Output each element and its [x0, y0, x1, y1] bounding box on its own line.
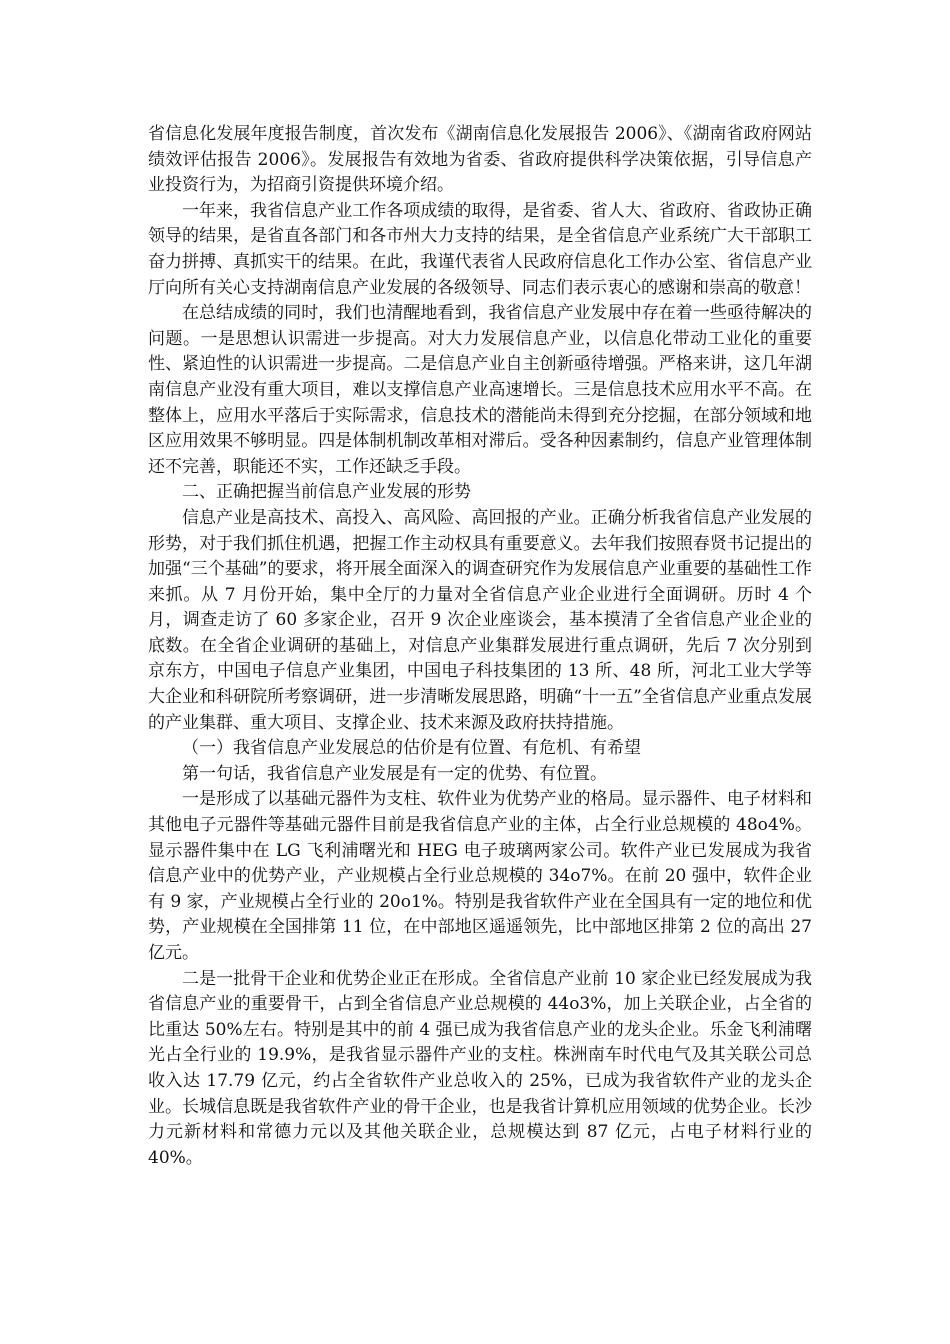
paragraph-acknowledgement: 一年来，我省信息产业工作各项成绩的取得，是省委、省人大、省政府、省政协正确领导的结果，是省直各部门和各市州大力支持的结果，是全省信息产业系统广大干部职工奋力拼搏、真抓实干的结果。在此，我谨代表省人民政府信息化工作办公室、省信息产业厅向所有关心支持湖南信息产业发展的各级领导、同志们表示衷心的感谢和崇高的敬意！: [148, 200, 812, 298]
section-heading-situation: 二、正确把握当前信息产业发展的形势: [182, 482, 471, 503]
paragraph-problems: 在总结成绩的同时，我们也清醒地看到，我省信息产业发展中存在着一些亟待解决的问题。一是思想认识需进一步提高。对大力发展信息产业，以信息化带动工业化的重要性、紧迫性的认识需进一步提高。二是信息产业自主创新亟待增强。严格来讲，这几年湖南信息产业没有重大项目，难以支撑信息产业高速增长。三是信息技术应用水平不高。在整体上，应用水平落后于实际需求，信息技术的潜能尚未得到充分挖掘，在部分领域和地区应用效果不够明显。四是体制机制改革相对滞后。受各种因素制约，信息产业管理体制还不完善，职能还不实，工作还缺乏手段。: [148, 303, 812, 477]
paragraph-situation-analysis: 信息产业是高技术、高投入、高风险、高回报的产业。正确分析我省信息产业发展的形势，对于我们抓住机遇，把握工作主动权具有重要意义。去年我们按照春贤书记提出的加强“三个基础”的要求，将开展全面深入的调查研究作为发展信息产业重要的基础性工作来抓。从 7 月份开始，集中全厅的力量对全省信息产业企业进行全面调研。历时 4 个月，调查走访了 60 多家企业，召开 9 次企业座谈会，基本摸清了全省信息产业企业的底数。在全省企业调研的基础上，对信息产业集群发展进行重点调研，先后 7 次分别到京东方，中国电子信息产业集团，中国电子科技集团的 13 所、48 所，河北工业大学等大企业和科研院所考察调研，进一步清晰发展思路，明确“十一五”全省信息产业重点发展的产业集群、重大项目、支撑企业、技术来源及政府扶持措施。: [148, 507, 812, 733]
paragraph-structure: 一是形成了以基础元器件为支柱、软件业为优势产业的格局。显示器件、电子材料和其他电子元器件等基础元器件目前是我省信息产业的主体，占全行业总规模的 48o4%。显示器件集中在 LG 飞利浦曙光和 HEG 电子玻璃两家公司。软件产业已发展成为我省信息产业中的优势产业，产业规模占全行业总规模的 34o7%。在前 20 强中，软件企业有 9 家，产业规模占全行业的 20o1%。特别是我省软件产业在全国具有一定的地位和优势，产业规模在全国排第 11 位，在中部地区遥遥领先，比中部地区排第 2 位的高出 27 亿元。: [148, 789, 812, 963]
paragraph-key-enterprises: 二是一批骨干企业和优势企业正在形成。全省信息产业前 10 家企业已经发展成为我省信息产业的重要骨干，占到全省信息产业总规模的 44o3%，加上关联企业，占全省的比重达 50%左右。特别是其中的前 4 强已成为我省信息产业的龙头企业。乐金飞利浦曙光占全行业的 19.9%，是我省显示器件产业的支柱。株洲南车时代电气及其关联公司总收入达 17.79 亿元，约占全省软件产业总收入的 25%，已成为我省软件产业的龙头企业。长城信息既是我省软件产业的骨干企业，也是我省计算机应用领域的优势企业。长沙力元新材料和常德力元以及其他关联企业，总规模达到 87 亿元，占电子材料行业的 40%。: [148, 968, 812, 1168]
paragraph-report-system: 省信息化发展年度报告制度，首次发布《湖南信息化发展报告 2006》、《湖南省政府网站绩效评估报告 2006》。发展报告有效地为省委、省政府提供科学决策依据，引导信息产业投资行为，为招商引资提供环境介绍。: [148, 124, 812, 196]
document-body: [148, 122, 812, 1171]
subsection-heading-assessment: （一）我省信息产业发展总的估价是有位置、有危机、有希望: [182, 738, 641, 759]
paragraph-first-point: 第一句话，我省信息产业发展是有一定的优势、有位置。: [182, 763, 607, 784]
